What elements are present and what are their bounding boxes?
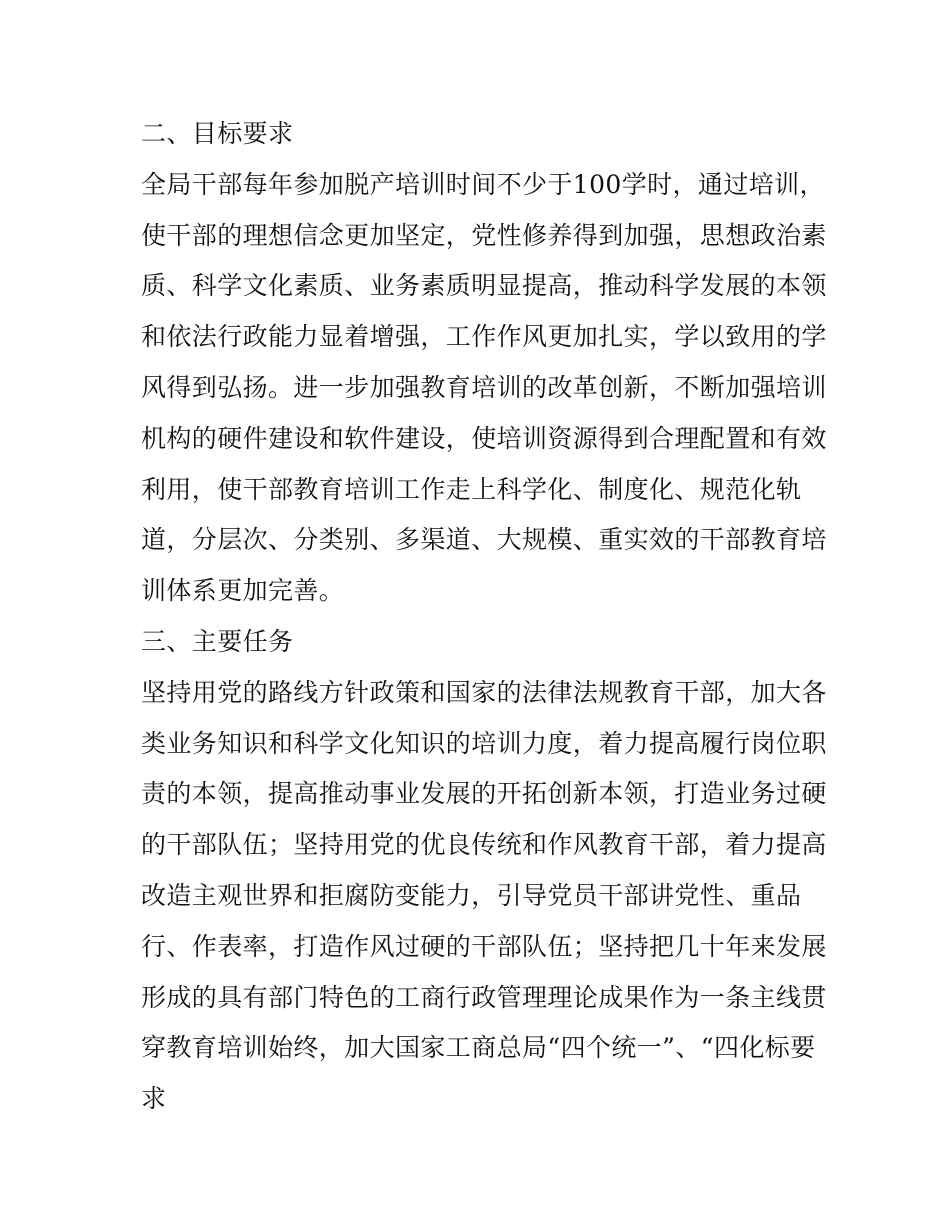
section-heading-tasks: 三、主要任务: [141, 626, 294, 656]
paragraph-line: 风得到弘扬。进一步加强教育培训的改革创新，不断加强培训: [141, 372, 827, 402]
paragraph-line: 利用，使干部教育培训工作走上科学化、制度化、规范化轨: [141, 474, 802, 504]
paragraph-line: 训体系更加完善。: [141, 576, 345, 606]
paragraph-line: 坚持用党的路线方针政策和国家的法律法规教育干部，加大各: [141, 677, 827, 707]
paragraph-line: 形成的具有部门特色的工商行政管理理论成果作为一条主线贯: [141, 982, 827, 1012]
section-heading-goals: 二、目标要求: [141, 119, 294, 148]
paragraph-line: 的干部队伍；坚持用党的优良传统和作风教育干部，着力提高: [141, 830, 827, 860]
paragraph-line: 道，分层次、分类别、多渠道、大规模、重实效的干部教育培: [141, 525, 827, 555]
paragraph-line: 改造主观世界和拒腐防变能力，引导党员干部讲党性、重品: [141, 880, 802, 910]
paragraph-line: 责的本领，提高推动事业发展的开拓创新本领，打造业务过硬: [141, 779, 827, 809]
paragraph-line: 使干部的理想信念更加坚定，党性修养得到加强，思想政治素: [141, 220, 827, 250]
paragraph-line: 和依法行政能力显着增强，工作作风更加扎实，学以致用的学: [141, 322, 827, 352]
paragraph-line: 全局干部每年参加脱产培训时间不少于100学时，通过培训，: [141, 169, 825, 199]
document-body: [141, 109, 827, 1125]
paragraph-line: 求: [141, 1084, 167, 1114]
paragraph-line: 行、作表率，打造作风过硬的干部队伍；坚持把几十年来发展: [141, 931, 827, 961]
paragraph-line: 机构的硬件建设和软件建设，使培训资源得到合理配置和有效: [141, 423, 827, 453]
paragraph-line: 质、科学文化素质、业务素质明显提高，推动科学发展的本领: [141, 271, 827, 301]
paragraph-line: 类业务知识和科学文化知识的培训力度，着力提高履行岗位职: [141, 728, 827, 758]
paragraph-line: 穿教育培训始终，加大国家工商总局“四个统一”、“四化标要: [141, 1033, 816, 1063]
